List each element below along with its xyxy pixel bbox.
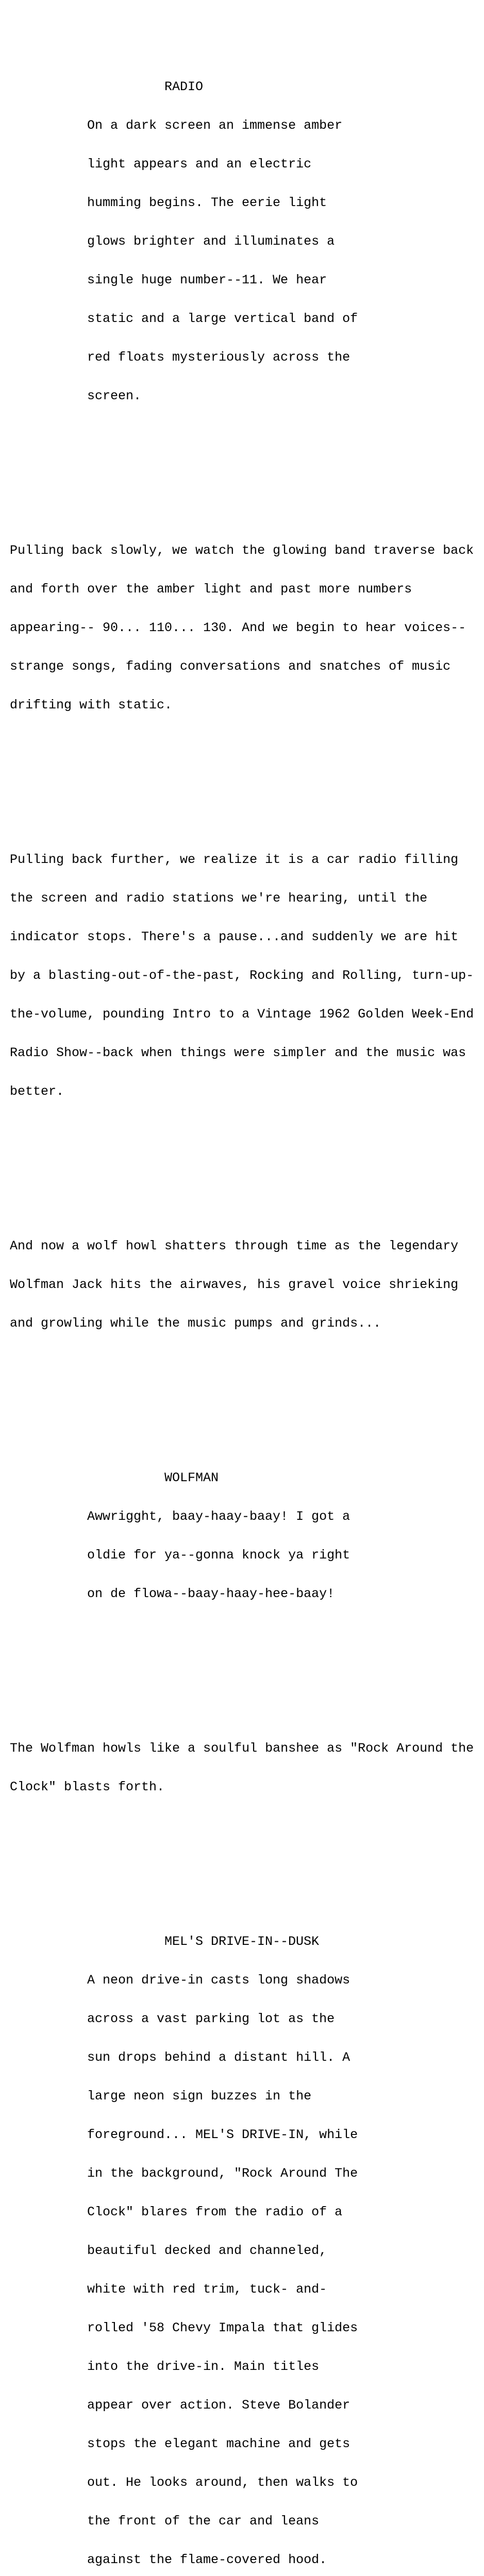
scene-description-line: out. He looks around, then walks to: [87, 2475, 358, 2490]
action-paragraph: [10, 827, 474, 1124]
scene-description-line: sun drops behind a distant hill. A: [87, 2050, 351, 2065]
spacer: [10, 1381, 474, 1394]
scene-description-line: humming begins. The eerie light: [87, 195, 327, 210]
spacer: [10, 454, 474, 467]
scene-description-line: against the flame-covered hood.: [87, 2552, 327, 2567]
action-line: Pulling back slowly, we watch the glowing band traverse back: [10, 543, 474, 558]
scene-description-line: Clock" blares from the radio of a: [87, 2205, 343, 2219]
scene-description-line: stops the elegant machine and gets: [87, 2436, 351, 2451]
scene-description-line: red floats mysteriously across the: [87, 350, 351, 365]
spacer: [10, 1652, 474, 1665]
action-line: the-volume, pounding Intro to a Vintage 1962 Golden Week-End: [10, 1007, 474, 1022]
scene-description-line: single huge number--11. We hear: [87, 273, 327, 287]
action-line: Wolfman Jack hits the airwaves, his gravel voice shrieking: [10, 1277, 459, 1292]
character-name: WOLFMAN: [164, 1470, 219, 1485]
spacer: [10, 1845, 474, 1858]
action-line: Pulling back further, we realize it is a car radio filling: [10, 852, 459, 867]
action-line: And now a wolf howl shatters through time as the legendary: [10, 1239, 459, 1253]
dialogue-line: Awwrigght, baay-haay-baay! I got a: [87, 1509, 351, 1524]
scene-heading: MEL'S DRIVE-IN--DUSK: [164, 1934, 320, 1949]
scene-description-line: large neon sign buzzes in the: [87, 2089, 312, 2104]
dialogue-block: [10, 1446, 474, 1626]
scene-description-line: the front of the car and leans: [87, 2514, 320, 2529]
action-line: better.: [10, 1084, 64, 1099]
scene-heading: RADIO: [164, 79, 204, 94]
screenplay-page: [10, 3, 474, 2576]
scene-radio: [10, 55, 474, 428]
scene-mels-drive-in: [10, 1909, 474, 2576]
action-line: by a blasting-out-of-the-past, Rocking and Rolling, turn-up-: [10, 968, 474, 983]
scene-description-line: screen.: [87, 388, 142, 403]
action-line: The Wolfman howls like a soulful banshee as "Rock Around the: [10, 1741, 474, 1756]
action-line: drifting with static.: [10, 698, 173, 713]
action-line: and forth over the amber light and past more numbers: [10, 582, 412, 597]
action-paragraph: [10, 518, 474, 737]
scene-description-line: into the drive-in. Main titles: [87, 2359, 320, 2374]
scene-description-line: across a vast parking lot as the: [87, 2011, 335, 2026]
scene-description-line: in the background, "Rock Around The: [87, 2166, 358, 2181]
scene-description-line: appear over action. Steve Bolander: [87, 2398, 351, 2413]
dialogue-line: oldie for ya--gonna knock ya right: [87, 1548, 351, 1563]
scene-description-line: foreground... MEL'S DRIVE-IN, while: [87, 2127, 358, 2142]
action-line: appearing-- 90... 110... 130. And we begin to hear voices--: [10, 620, 466, 635]
scene-description-line: light appears and an electric: [87, 157, 312, 172]
action-line: Radio Show--back when things were simpler and the music was: [10, 1045, 466, 1060]
action-paragraph: [10, 1716, 474, 1819]
scene-description-line: A neon drive-in casts long shadows: [87, 1973, 351, 1988]
scene-description-line: white with red trim, tuck- and-: [87, 2282, 327, 2297]
action-line: strange songs, fading conversations and snatches of music: [10, 659, 451, 674]
action-line: Clock" blasts forth.: [10, 1780, 165, 1794]
scene-description-line: static and a large vertical band of: [87, 311, 358, 326]
action-line: indicator stops. There's a pause...and suddenly we are hit: [10, 929, 459, 944]
spacer: [10, 1149, 474, 1162]
scene-description-line: beautiful decked and channeled,: [87, 2243, 327, 2258]
spacer: [10, 763, 474, 776]
action-line: and growling while the music pumps and grinds...: [10, 1316, 381, 1331]
scene-description-line: glows brighter and illuminates a: [87, 234, 335, 249]
scene-description-line: On a dark screen an immense amber: [87, 118, 343, 133]
action-line: the screen and radio stations we're hearing, until the: [10, 891, 428, 906]
dialogue-line: on de flowa--baay-haay-hee-baay!: [87, 1586, 335, 1601]
scene-description-line: rolled '58 Chevy Impala that glides: [87, 2320, 358, 2335]
action-paragraph: [10, 1214, 474, 1355]
